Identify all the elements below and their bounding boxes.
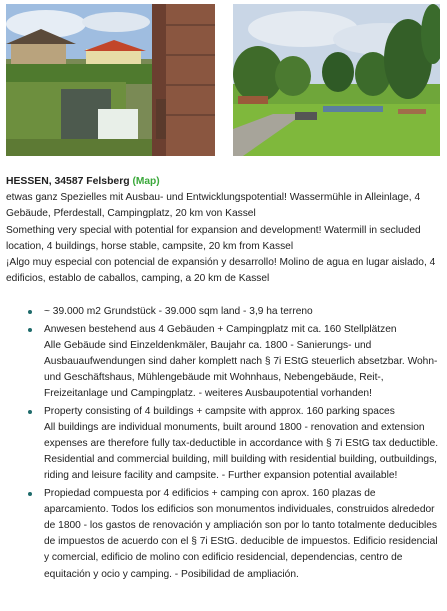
watermill-image: [6, 4, 215, 156]
campsite-photo[interactable]: [233, 4, 440, 156]
feature-text: Propiedad compuesta por 4 edificios + camping con aprox. 160 plazas de aparcamiento. Todos los edificios son monumentos individuales, construidos alrededor de 1800 - los gastos de renovación y ampliación son por lo tanto totalmente deducibles de impuestos de acuerdo con el § 7i EStG. deducible de impuestos. Edificio residencial y comercial, edificio de molino con edificio residencial, dependencias, centro de equitación y ocio y camping. - Posibilidad de ampliación.: [44, 487, 438, 580]
feature-item-es: [6, 486, 440, 583]
listing-content: [6, 174, 440, 584]
location-title: HESSEN, 34587 Felsberg: [6, 176, 130, 187]
campsite-image: [233, 4, 440, 156]
feature-detail: Alle Gebäude sind Einzeldenkmäler, Baujahr ca. 1800 - Sanierungs- und Ausbauaufwendungen sind daher komplett nach § 7i EStG steuerlich absetzbar. Wohn- und Geschäftshaus, Mühlengebäude mit Wohnhaus, Nebengebäude, Reit-, Freizeitanlage und Campingplatz. - weiteres Ausbaupotential vorhanden!: [44, 339, 438, 400]
photo-gallery: [6, 4, 440, 156]
description-es: ¡Algo muy especial con potencial de expansión y desarrollo! Molino de agua en lugar aislado, 4 edificios, establo de caballos, camping, a 20 km de Kassel: [6, 257, 436, 285]
feature-text: Property consisting of 4 buildings + campsite with approx. 160 parking spaces: [44, 405, 395, 417]
feature-list: [6, 304, 440, 582]
feature-text: ~ 39.000 m2 Grundstück - 39.000 sqm land - 3,9 ha terreno: [44, 306, 313, 318]
description-en: Something very special with potential for expansion and development! Watermill in secluded location, 4 buildings, horse stable, campsite, 20 km from Kassel: [6, 224, 421, 252]
feature-item-en: [6, 404, 440, 485]
feature-detail: All buildings are individual monuments, built around 1800 - renovation and extension expenses are therefore fully tax-deductible in accordance with § 7i EStG tax deductible. Residential and commercial building, mill building with residential building, outbuildings, riding and leisure facility and campsite. - Further expansion potential available!: [44, 421, 439, 482]
watermill-photo[interactable]: [6, 4, 215, 156]
feature-text: Anwesen bestehend aus 4 Gebäuden + Campingplatz mit ca. 160 Stellplätzen: [44, 323, 397, 335]
map-link[interactable]: (Map): [132, 176, 160, 187]
feature-item-land: [6, 304, 440, 320]
description-de: etwas ganz Spezielles mit Ausbau- und Entwicklungspotential! Wassermühle in Alleinlage, 4 Gebäude, Pferdestall, Campingplatz, 20 km von Kassel: [6, 192, 421, 220]
listing-heading: [6, 174, 440, 190]
feature-item-de: [6, 322, 440, 403]
